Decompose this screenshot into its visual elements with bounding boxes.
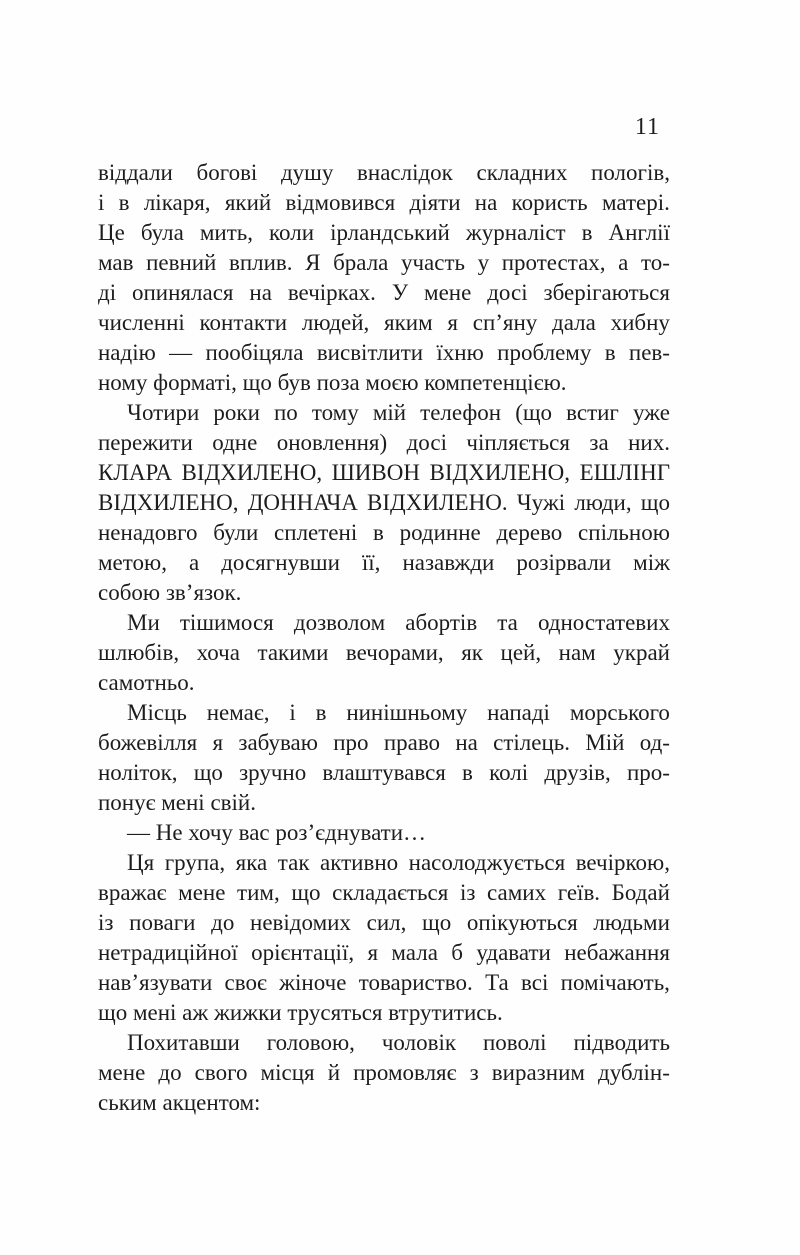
paragraph <box>98 818 670 848</box>
text-line <box>98 548 670 578</box>
text-line <box>98 638 670 668</box>
word: головою, <box>266 1030 355 1055</box>
text-line <box>98 278 670 308</box>
word: складних <box>476 160 568 185</box>
word: зручно <box>239 760 307 785</box>
word: то- <box>640 250 670 275</box>
text-line <box>98 848 670 878</box>
word: такими <box>257 640 329 665</box>
text-line <box>98 698 670 728</box>
word: Похитавши <box>127 1030 240 1055</box>
text-line <box>98 398 670 428</box>
word: ВІДХИЛЕНО, <box>98 490 239 515</box>
word: поволі <box>482 1030 547 1055</box>
text-line <box>98 728 670 758</box>
word: їхню <box>436 340 484 365</box>
word: ДОННАЧА <box>247 490 358 515</box>
word: ірландський <box>330 220 450 245</box>
word: контакти <box>199 310 288 335</box>
word: нам <box>558 640 596 665</box>
word: геїв. <box>557 880 601 905</box>
word: вечіркою, <box>575 850 670 875</box>
word: і <box>98 190 105 215</box>
word: мала <box>391 940 438 965</box>
word: а <box>188 550 200 575</box>
word: удавати <box>476 940 551 965</box>
word: поваги <box>129 910 196 935</box>
word: чоловік <box>381 1030 457 1055</box>
word: на <box>249 280 272 305</box>
paragraph <box>98 608 670 698</box>
word: назавжди <box>402 550 495 575</box>
word: нинішньому <box>346 700 468 725</box>
word: тим, <box>237 880 280 905</box>
paragraph <box>98 1028 670 1118</box>
word: телефон <box>420 400 502 425</box>
word: що <box>291 880 321 905</box>
text-line <box>98 878 670 908</box>
word: підводить <box>573 1030 670 1055</box>
word: по <box>273 400 298 425</box>
word: божевілля <box>98 730 198 755</box>
word: право <box>383 730 441 755</box>
word: віддали <box>98 160 173 185</box>
word: досі <box>487 280 528 305</box>
text-line <box>98 308 670 338</box>
word: я <box>447 310 458 335</box>
word: людьми <box>593 910 670 935</box>
word: хибну <box>610 310 670 335</box>
word: нападі <box>487 700 550 725</box>
word: опинялася <box>132 280 234 305</box>
word: певний <box>146 250 217 275</box>
word: всі <box>521 970 549 995</box>
word: насолоджується <box>408 850 566 875</box>
word: на <box>455 730 478 755</box>
text-line <box>98 218 670 248</box>
word: сплетені <box>274 520 358 545</box>
word: забуваю <box>238 730 318 755</box>
word: що <box>422 910 452 935</box>
word: цей, <box>500 640 542 665</box>
word: пообіцяла <box>205 340 304 365</box>
text-block <box>98 158 670 1118</box>
word: од- <box>639 730 670 755</box>
word: колі <box>489 760 529 785</box>
word: ШИВОН <box>331 460 420 485</box>
word: надію <box>98 340 156 365</box>
word: матері. <box>601 190 670 215</box>
paragraph <box>98 698 670 818</box>
word: родинне <box>399 520 481 545</box>
word: в <box>462 760 473 785</box>
word: брала <box>333 250 389 275</box>
word: нетрадиційної <box>98 940 238 965</box>
word: була <box>140 220 184 245</box>
word: внаслідок <box>357 160 453 185</box>
word: У <box>391 280 409 305</box>
text-line: ським акцентом: <box>98 1090 261 1115</box>
word: із <box>459 880 476 905</box>
word: уже <box>632 400 670 425</box>
word: до <box>211 910 235 935</box>
word: а <box>618 250 629 275</box>
word: я <box>367 940 379 965</box>
text-line: собою зв’язок. <box>98 580 242 605</box>
text-line <box>98 758 670 788</box>
word: пев- <box>628 340 670 365</box>
word: проблему <box>497 340 592 365</box>
word: участь <box>400 250 466 275</box>
word: пологів, <box>591 160 670 185</box>
word: в <box>372 520 384 545</box>
text-line <box>98 458 670 488</box>
word: Та <box>485 970 509 995</box>
word: у <box>477 250 490 275</box>
text-line <box>98 908 670 938</box>
word: стілець. <box>493 730 571 755</box>
word: душу <box>280 160 334 185</box>
word: ВІДХИЛЕНО. <box>367 490 508 515</box>
word: зберігаються <box>543 280 670 305</box>
text-line <box>98 1028 670 1058</box>
word: свого <box>194 1060 248 1085</box>
word: дублін- <box>598 1060 670 1085</box>
word: між <box>633 550 670 575</box>
text-line: понує мені свій. <box>98 790 256 815</box>
word: одне <box>212 430 258 455</box>
word: яким <box>384 310 433 335</box>
paragraph <box>98 398 670 608</box>
word: товариство. <box>358 970 473 995</box>
word: ВІДХИЛЕНО, <box>181 460 323 485</box>
word: ВІДХИЛЕНО, <box>429 460 571 485</box>
word: група, <box>164 850 226 875</box>
word: в <box>118 190 130 215</box>
word: жіноче <box>279 970 347 995</box>
word: хоча <box>196 640 240 665</box>
word: досягнувши <box>221 550 340 575</box>
word: ноліток, <box>98 760 178 785</box>
word: украй <box>613 640 670 665</box>
word: морського <box>569 700 670 725</box>
word: невідомих <box>250 910 351 935</box>
word: що <box>640 490 670 515</box>
word: спільною <box>578 520 670 545</box>
word: активно <box>320 850 399 875</box>
word: який <box>224 190 272 215</box>
word: сп’яну <box>472 310 538 335</box>
word: оновлення) <box>276 430 388 455</box>
word: людей, <box>301 310 370 335</box>
word: лікаря, <box>143 190 211 215</box>
word: пережити <box>98 430 193 455</box>
word: що <box>193 760 223 785</box>
word: встиг <box>566 400 619 425</box>
word: розірвали <box>516 550 612 575</box>
word: Англії <box>608 220 670 245</box>
word: Місць <box>127 700 187 725</box>
text-line <box>98 188 670 218</box>
word: — <box>169 340 193 365</box>
word: опікуються <box>466 910 578 935</box>
word: богові <box>196 160 258 185</box>
word: та <box>497 610 518 635</box>
word: ді <box>98 280 117 305</box>
word: Мій <box>585 730 625 755</box>
word: влаштувався <box>322 760 446 785</box>
word: орієнтації, <box>251 940 355 965</box>
word: люди, <box>574 490 632 515</box>
word: складається <box>332 880 449 905</box>
word: дерево <box>496 520 563 545</box>
text-line: що мені аж жижки трусяться втрутитись. <box>98 1000 503 1025</box>
word: висвітлити <box>316 340 424 365</box>
word: Я <box>305 250 321 275</box>
text-line: ному форматі, що був поза моєю компетенцією. <box>98 370 567 395</box>
word: метою, <box>98 550 167 575</box>
page-number: 11 <box>634 114 660 140</box>
word: них. <box>628 430 670 455</box>
word: про <box>333 730 369 755</box>
word: як <box>461 640 483 665</box>
word: Ця <box>127 850 155 875</box>
word: тому <box>311 400 359 425</box>
word: її, <box>361 550 381 575</box>
word: я <box>212 730 224 755</box>
word: небажання <box>564 940 670 965</box>
text-line: самотньо. <box>98 670 195 695</box>
word: б <box>451 940 463 965</box>
word: й <box>327 1060 340 1085</box>
word: чіпляється <box>466 430 570 455</box>
word: в <box>604 340 616 365</box>
word: немає, <box>206 700 270 725</box>
word: Бодай <box>611 880 670 905</box>
word: ненадовго <box>98 520 198 545</box>
word: користь <box>511 190 588 215</box>
word: мить, <box>199 220 254 245</box>
word: тішимося <box>179 610 274 635</box>
text-line <box>98 158 670 188</box>
word: дозволом <box>293 610 386 635</box>
word: самих <box>487 880 547 905</box>
word: роки <box>213 400 260 425</box>
word: сил, <box>366 910 407 935</box>
word: помічають, <box>560 970 670 995</box>
word: досі <box>406 430 447 455</box>
text-line <box>98 1058 670 1088</box>
word: Ми <box>127 610 160 635</box>
word: ЕШЛІНГ <box>579 460 670 485</box>
paragraph <box>98 158 670 398</box>
word: Це <box>98 220 125 245</box>
word: дала <box>552 310 596 335</box>
text-line <box>98 518 670 548</box>
word: протестах, <box>501 250 606 275</box>
word: одностатевих <box>537 610 670 635</box>
word: своє <box>224 970 267 995</box>
word: вражає <box>98 880 167 905</box>
word: мене <box>98 1060 146 1085</box>
word: промовляє <box>353 1060 457 1085</box>
word: коли <box>269 220 315 245</box>
word: мій <box>372 400 407 425</box>
word: Чотири <box>127 400 200 425</box>
word: із <box>98 910 114 935</box>
text-line <box>98 488 670 518</box>
word: вечірках. <box>287 280 376 305</box>
word: друзів, <box>544 760 611 785</box>
word: і <box>289 700 296 725</box>
word: (що <box>515 400 553 425</box>
text-line <box>98 968 670 998</box>
text-line: — Не хочу вас роз’єднувати… <box>127 820 427 845</box>
word: мав <box>98 250 134 275</box>
word: місця <box>260 1060 315 1085</box>
word: Чужі <box>516 490 566 515</box>
word: на <box>474 190 498 215</box>
text-line <box>98 428 670 458</box>
word: про- <box>626 760 670 785</box>
word: до <box>158 1060 182 1085</box>
word: мене <box>424 280 472 305</box>
word: вечорами, <box>345 640 444 665</box>
word: шлюбів, <box>98 640 180 665</box>
word: відмовився <box>285 190 396 215</box>
text-line <box>98 938 670 968</box>
text-line <box>98 338 670 368</box>
word: з <box>469 1060 479 1085</box>
word: мене <box>178 880 226 905</box>
word: діяти <box>409 190 461 215</box>
paragraph <box>98 848 670 1028</box>
word: вплив. <box>228 250 293 275</box>
word: так <box>277 850 310 875</box>
word: нав’язувати <box>98 970 213 995</box>
text-line <box>98 608 670 638</box>
word: численні <box>98 310 185 335</box>
word: яка <box>235 850 268 875</box>
word: в <box>581 220 593 245</box>
word: за <box>589 430 609 455</box>
word: виразним <box>491 1060 585 1085</box>
text-line <box>98 248 670 278</box>
word: абортів <box>405 610 478 635</box>
word: КЛАРА <box>98 460 173 485</box>
word: журналіст <box>465 220 566 245</box>
word: в <box>315 700 327 725</box>
word: були <box>213 520 259 545</box>
